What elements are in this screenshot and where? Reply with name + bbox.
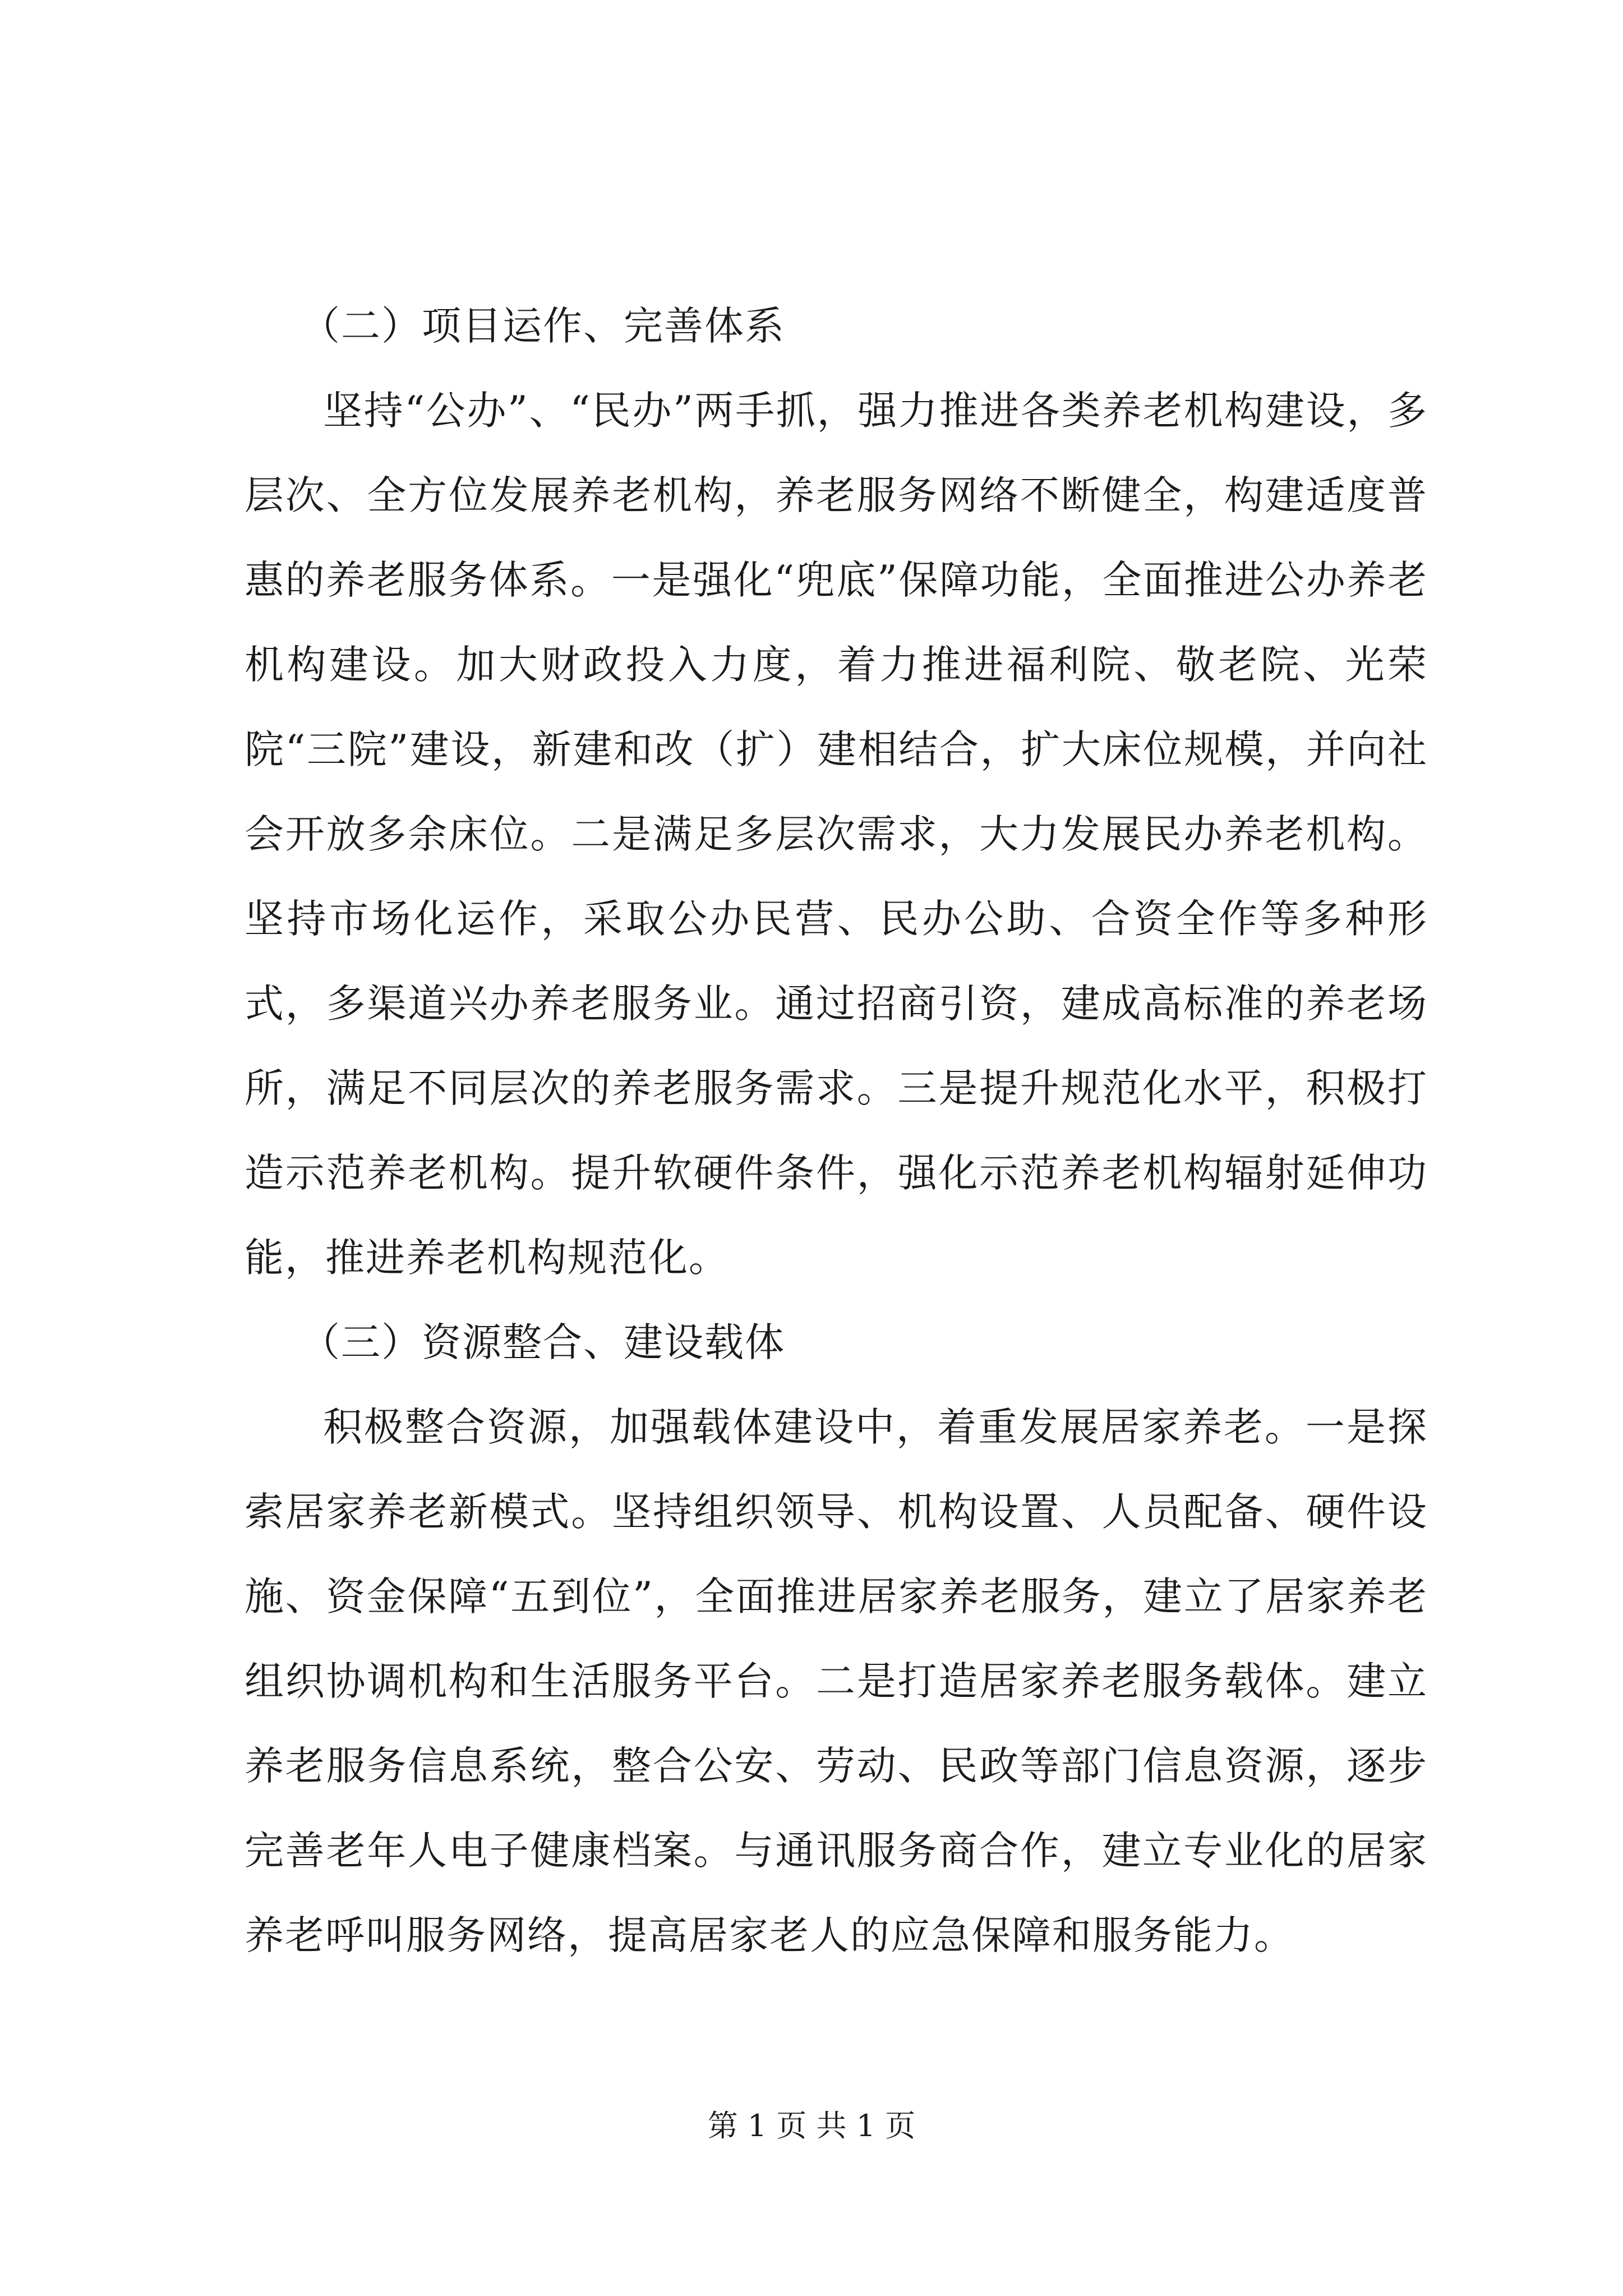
section-heading-2: （二）项目运作、完善体系 bbox=[301, 303, 785, 349]
section-heading-3: （三）资源整合、建设载体 bbox=[301, 1319, 785, 1365]
page-footer: 第 1 页 共 1 页 bbox=[707, 2108, 916, 2143]
document-body bbox=[245, 284, 1428, 1978]
section-paragraph-3: 积极整合资源，加强载体建设中，着重发展居家养老。一是探索居家养老新模式。坚持组织领导、机构设置、人员配备、硬件设施、资金保障“五到位”，全面推进居家养老服务，建立了居家养老组织协调机构和生活服务平台。二是打造居家养老服务载体。建立养老服务信息系统，整合公安、劳动、民政等部门信息资源，逐步完善老年人电子健康档案。与通讯服务商合作，建立专业化的居家养老呼叫服务网络，提高居家老人的应急保障和服务能力。 bbox=[245, 1404, 1428, 1958]
section-paragraph-2: 坚持“公办”、“民办”两手抓，强力推进各类养老机构建设，多层次、全方位发展养老机构，养老服务网络不断健全，构建适度普惠的养老服务体系。一是强化“兜底”保障功能，全面推进公办养老机构建设。加大财政投入力度，着力推进福利院、敬老院、光荣院“三院”建设，新建和改（扩）建相结合，扩大床位规模，并向社会开放多余床位。二是满足多层次需求，大力发展民办养老机构。坚持市场化运作，采取公办民营、民办公助、合资全作等多种形式，多渠道兴办养老服务业。通过招商引资，建成高标准的养老场所，满足不同层次的养老服务需求。三是提升规范化水平，积极打造示范养老机构。提升软硬件条件，强化示范养老机构辐射延伸功能，推进养老机构规范化。 bbox=[245, 388, 1428, 1281]
